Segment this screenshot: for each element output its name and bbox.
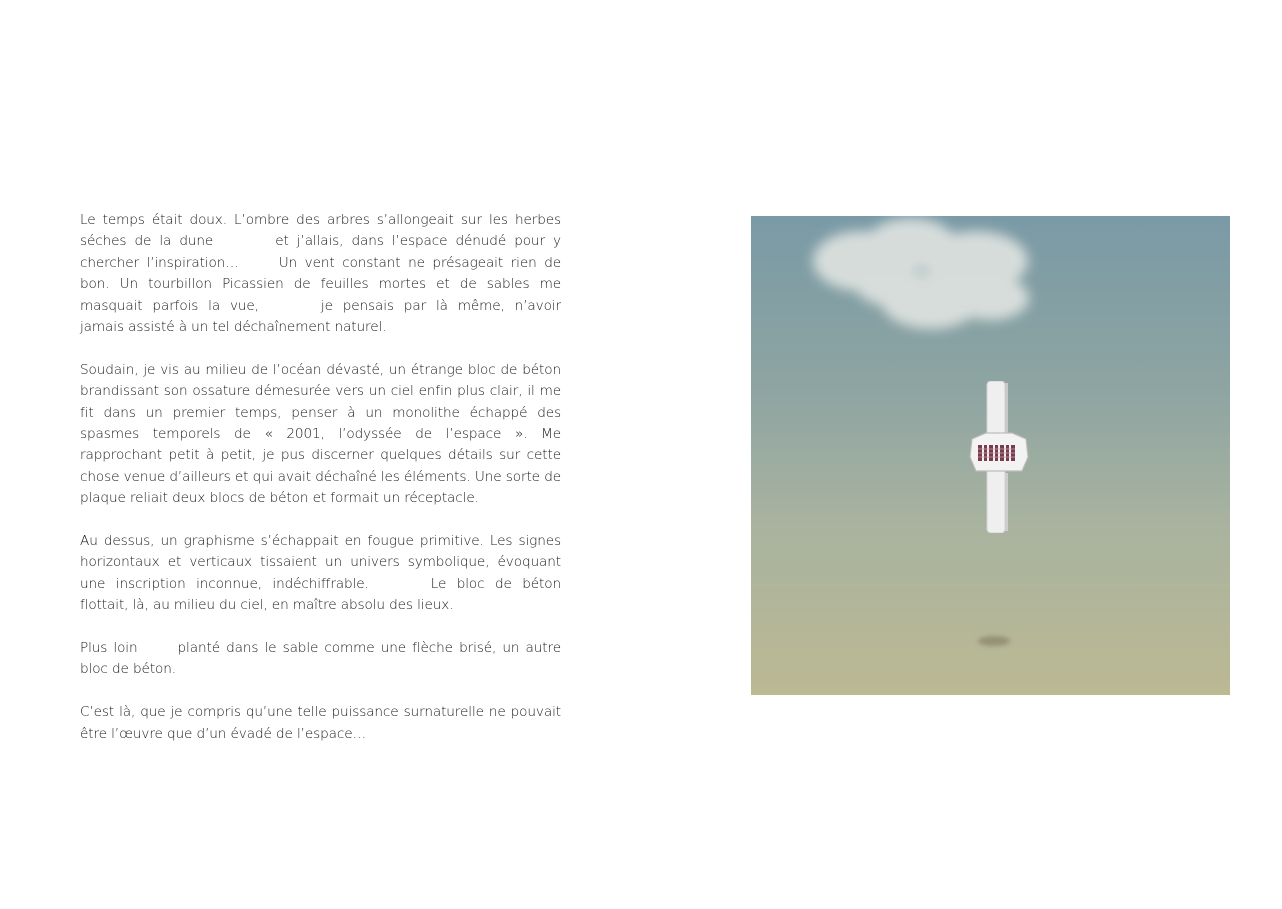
- paragraph-1-sentence-2: et j’allais, dans l’espace dénudé pour y chercher l’inspiration…: [80, 233, 561, 271]
- paragraph-3-sentence-2: Le bloc de béton flottait, là, au milieu du ciel, en maître absolu des lieux.: [80, 575, 561, 614]
- paragraph-4-sentence-1: Plus loin: [80, 640, 138, 657]
- paragraph-4: [80, 638, 561, 681]
- paragraph-1: [80, 210, 561, 338]
- paragraph-4-sentence-2: planté dans le sable comme une flèche brisé, un autre bloc de béton.: [80, 640, 561, 678]
- paragraph-1-sentence-1: Le temps était doux. L’ombre des arbres s’allongeait sur les herbes séches de la dune: [80, 212, 561, 250]
- monolith-illustration: [751, 216, 1230, 695]
- paragraph-1-sentence-4: je pensais par là même, n’avoir jamais assisté à un tel déchaînement naturel.: [80, 297, 561, 336]
- cloud-image: [791, 216, 1051, 346]
- paragraph-2: Soudain, je vis au milieu de l’océan dévasté, un étrange bloc de béton brandissant son ossature démesurée vers un ciel enfin plus clair, il me fit dans un premier temps, penser à un monolithe échappé des spasmes temporels de « 2001, l’odyssée de l’espace ». Me rapprochant petit à petit, je pus discerner quelques détails sur cette chose venue d’ailleurs et qui avait déchaîné les éléments. Une sorte de plaque reliait deux blocs de béton et formait un réceptacle.: [80, 361, 561, 507]
- story-text-column: [80, 210, 561, 766]
- paragraph-3-sentence-1: Au dessus, un graphisme s’échappait en fougue primitive. Les signes horizontaux et verticaux tissaient un univers symbolique, évoquant une inscription inconnue, indéchiffrable.: [80, 533, 561, 592]
- paragraph-5: C’est là, que je compris qu’une telle puissance surnaturelle ne pouvait être l’œuvre que d’un évadé de l’espace…: [80, 704, 561, 742]
- block-shadow: [978, 636, 1010, 646]
- paragraph-1-sentence-3: Un vent constant ne présageait rien de bon. Un tourbillon Picassien de feuilles mortes et de sables me masquait parfois la vue,: [80, 254, 561, 314]
- paragraph-3: [80, 531, 561, 617]
- floating-concrete-block: [968, 381, 1030, 533]
